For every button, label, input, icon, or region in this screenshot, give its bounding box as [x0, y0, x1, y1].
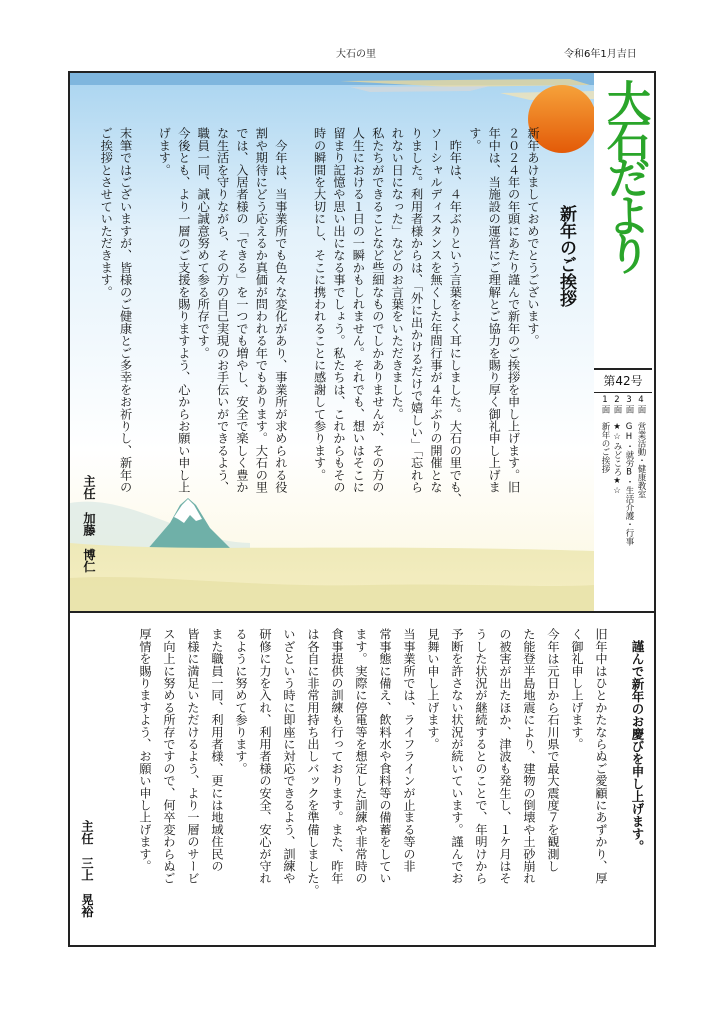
greeting-line: 私たちができることなど些細なものでしかありませんが、その方の — [370, 127, 385, 493]
header-date: 令和6年1月吉日 — [564, 49, 637, 60]
greeting2-line: 当事業所では、ライフラインが止まる等の非 — [402, 628, 416, 872]
greeting2-line: 研修に力を入れ、利用者様の安全、安心が守れ — [258, 628, 272, 885]
greeting-line: 年中は、当施設の運営にご理解とご協力を賜り厚く御礼申し上げま — [487, 127, 502, 493]
greeting-line: 時の瞬間を大切にし、そこに携われることに感謝して参ります。 — [312, 127, 327, 481]
greeting-line: 人生における１日の一瞬かもしれません。それでも、想いはそこに — [351, 127, 366, 493]
greeting2-signature: 主任 三上 晃裕 — [80, 820, 94, 918]
greeting-line: 今後とも、より一層のご支援を賜りますよう、心からお願い申し上 — [176, 127, 191, 493]
greeting-title: 新年のご挨拶 — [556, 205, 576, 307]
contents-item: 3面 GH・就労B・生活介護・行事 — [624, 395, 634, 546]
greeting2-line: るように努めて参ります。 — [234, 628, 248, 775]
header-left: 大石の里 — [336, 49, 376, 60]
title-column — [594, 73, 654, 611]
greeting-line: 割や期待にどう応えるか真価が問われる年でもあります。大石の里 — [254, 127, 269, 493]
greeting-line: 留まり記憶や思い出になる事でしょう。私たちは、これからもその — [332, 127, 346, 493]
greeting2-line: 食事提供の訓練も行っております。また、昨年 — [330, 628, 344, 885]
greeting2-line: の被害が出たほか、津波も発生し、１ケ月はそ — [498, 628, 512, 885]
greeting-line: 新年あけましておめでとうございます。 — [526, 127, 540, 347]
greeting2-line: 旧年中はひとかたならぬご愛顧にあずかり、厚 — [594, 628, 608, 885]
greeting-line: 末筆ではございますが、皆様のご健康とご多幸をお祈りし、新年の — [118, 127, 133, 493]
greeting-line: れない日になった」などのお言葉をいただきました。 — [390, 127, 405, 420]
greeting2-line: うした状況が継続するとのことで、年明けから — [474, 628, 488, 885]
greeting-line: 今年は、当事業所でも色々な変化があり、事業所が求められる役 — [273, 127, 288, 493]
greeting2-line: 厚情を賜りますよう、お願い申し上げます。 — [138, 628, 152, 872]
greeting-line: ご挨拶とさせていただきます。 — [99, 127, 114, 298]
greeting-line: す。 — [467, 127, 482, 152]
greeting2-line: 今年は元日から石川県で最大震度７を観測し — [546, 628, 560, 872]
greeting2-line: 予断を許さない状況が続いています。謹んでお — [450, 628, 464, 885]
greeting2-line: は各自に非常用持ち出しバックを準備しました。 — [306, 628, 320, 897]
contents-item: 2面 ★☆みどころ★☆ — [612, 395, 622, 496]
greeting-signature: 主任 加藤 博仁 — [82, 475, 96, 573]
greeting2-line: ます。実際に停電等を想定した訓練や非常時の — [354, 628, 368, 885]
greeting2-line: また職員一同、利用者様、更には地域住民の — [210, 628, 224, 872]
greeting-line: ２０２４年の年頭にあたり謹んで新年のご挨拶を申し上げます。旧 — [506, 127, 521, 493]
greeting2-line: く御礼申し上げます。 — [570, 628, 584, 750]
issue-number: 第42号 — [594, 368, 652, 393]
greeting-line: ソーシャルディスタンスを無くした年間行事が４年ぶりの開催とな — [429, 127, 443, 493]
newsletter-title: 大石だより — [599, 79, 650, 269]
greeting-line: な生活を守りながら、その方の自己実現のお手伝いができるよう、 — [215, 127, 230, 493]
greeting2-line: いざという時に即座に対応できるよう、訓練や — [282, 628, 296, 885]
table-of-contents — [596, 395, 652, 609]
greeting2-line: 皆様に満足いただけるよう、より一層のサービ — [186, 628, 200, 885]
greeting-line: りました。利用者様からは、「外に出かけるだけで嬉しい」「忘れら — [409, 127, 424, 493]
greeting2-line: た能登半島地震により、建物の倒壊や土砂崩れ — [522, 628, 536, 885]
greeting-line: 昨年は、４年ぶりという言葉をよく耳にしました。大石の里でも、 — [448, 127, 463, 506]
greeting-line: 職員一同、誠心誠意努めて参る所存です。 — [196, 127, 211, 359]
greeting2-line: ス向上に努める所存ですので、何卒変わらぬご — [162, 628, 176, 885]
greeting-line: げます。 — [157, 127, 172, 176]
greeting2-line: 見舞い申し上げます。 — [426, 628, 440, 750]
contents-item: 4面 営業活動・健康教室 — [636, 395, 646, 499]
greeting-line: では、入居者様の「できる」を一つでも増やし、安全で楽しく豊か — [235, 127, 249, 493]
contents-item: 1面 新年のご挨拶 — [600, 395, 610, 473]
greeting2-line: 常事態に備え、飲料水や食料等の備蓄をしてい — [378, 628, 392, 885]
greeting2-title: 謹んで新年のお慶びを申し上げます。 — [630, 640, 645, 853]
